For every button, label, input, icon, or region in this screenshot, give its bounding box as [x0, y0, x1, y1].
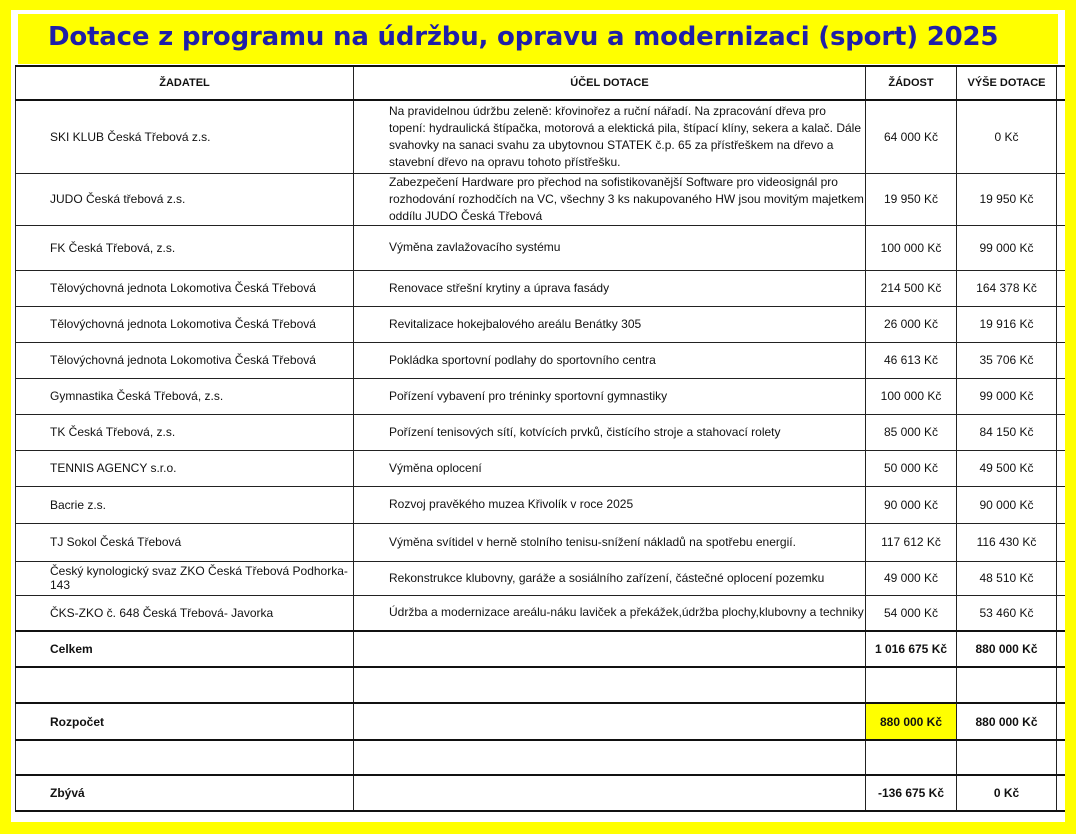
- cell-vyse: 90 000 Kč: [957, 486, 1057, 523]
- total-vyse: 880 000 Kč: [957, 631, 1057, 667]
- cell-vyse: 99 000 Kč: [957, 225, 1057, 270]
- cell-zadost: 117 612 Kč: [866, 523, 957, 561]
- cell-zadatel: TJ Sokol Česká Třebová: [16, 523, 354, 561]
- total-row: [16, 631, 1065, 667]
- edge-cell: [1057, 173, 1065, 225]
- remaining-label: Zbývá: [16, 775, 354, 811]
- cell-zadatel: Tělovýchovná jednota Lokomotiva Česká Třebová: [16, 342, 354, 378]
- edge-cell: [1057, 306, 1065, 342]
- empty-row: [16, 667, 1065, 703]
- cell-zadost: 26 000 Kč: [866, 306, 957, 342]
- table-row: [16, 595, 1065, 631]
- budget-zadost-highlighted: 880 000 Kč: [866, 703, 957, 740]
- cell-ucel: Pořízení vybavení pro tréninky sportovní gymnastiky: [354, 378, 866, 414]
- cell-zadost: 85 000 Kč: [866, 414, 957, 450]
- cell-zadost: 90 000 Kč: [866, 486, 957, 523]
- edge-cell: [1057, 270, 1065, 306]
- empty-cell: [16, 740, 354, 775]
- empty-cell: [354, 703, 866, 740]
- empty-cell: [354, 631, 866, 667]
- budget-label: Rozpočet: [16, 703, 354, 740]
- cell-zadost: 19 950 Kč: [866, 173, 957, 225]
- header-vyse: VÝŠE DOTACE: [957, 66, 1057, 100]
- empty-cell: [16, 667, 354, 703]
- cell-ucel: Renovace střešní krytiny a úprava fasády: [354, 270, 866, 306]
- edge-cell: [1057, 378, 1065, 414]
- title-banner: [18, 14, 1058, 64]
- cell-ucel: Výměna zavlažovacího systému: [354, 225, 866, 270]
- edge-cell: [1057, 66, 1065, 100]
- empty-cell: [866, 667, 957, 703]
- edge-cell: [1057, 486, 1065, 523]
- table-row: [16, 486, 1065, 523]
- table-row: [16, 306, 1065, 342]
- header-zadatel: ŽADATEL: [16, 66, 354, 100]
- empty-cell: [354, 740, 866, 775]
- table-row: [16, 414, 1065, 450]
- cell-zadatel: Gymnastika Česká Třebová, z.s.: [16, 378, 354, 414]
- cell-zadatel: Tělovýchovná jednota Lokomotiva Česká Třebová: [16, 270, 354, 306]
- cell-zadost: 100 000 Kč: [866, 225, 957, 270]
- edge-cell: [1057, 667, 1065, 703]
- cell-zadatel: SKI KLUB Česká Třebová z.s.: [16, 100, 354, 173]
- cell-vyse: 53 460 Kč: [957, 595, 1057, 631]
- cell-zadost: 100 000 Kč: [866, 378, 957, 414]
- cell-vyse: 35 706 Kč: [957, 342, 1057, 378]
- table-row: [16, 450, 1065, 486]
- edge-cell: [1057, 775, 1065, 811]
- header-ucel: ÚČEL DOTACE: [354, 66, 866, 100]
- cell-zadost: 46 613 Kč: [866, 342, 957, 378]
- edge-cell: [1057, 631, 1065, 667]
- cell-zadatel: ČKS-ZKO č. 648 Česká Třebová- Javorka: [16, 595, 354, 631]
- spreadsheet-page: [11, 10, 1065, 822]
- table-row: [16, 225, 1065, 270]
- table-row: [16, 342, 1065, 378]
- cell-zadatel: TK Česká Třebová, z.s.: [16, 414, 354, 450]
- budget-vyse: 880 000 Kč: [957, 703, 1057, 740]
- header-row: [16, 66, 1065, 100]
- cell-ucel: Výměna svítidel v herně stolního tenisu-snížení nákladů na spotřebu energií.: [354, 523, 866, 561]
- cell-ucel: Na pravidelnou údržbu zeleně: křovinořez a ruční nářadí. Na zpracování dřeva pro topení: hydraulická štípačka, motorová a elektická pila, štípací klíny, sekera a kalač. Dále svahovky na sanaci svahu za ubytovnou STATEK č.p. 65 za přístřeškem na dřevo a stavební dřevo na opravu tohoto přístřešku.: [354, 100, 866, 173]
- cell-vyse: 19 950 Kč: [957, 173, 1057, 225]
- cell-zadatel: Český kynologický svaz ZKO Česká Třebová Podhorka-143: [16, 561, 354, 595]
- edge-cell: [1057, 595, 1065, 631]
- cell-vyse: 48 510 Kč: [957, 561, 1057, 595]
- cell-vyse: 49 500 Kč: [957, 450, 1057, 486]
- cell-zadatel: TENNIS AGENCY s.r.o.: [16, 450, 354, 486]
- cell-ucel: Rekonstrukce klubovny, garáže a sosiálního zařízení, částečné oplocení pozemku: [354, 561, 866, 595]
- edge-cell: [1057, 450, 1065, 486]
- edge-cell: [1057, 703, 1065, 740]
- cell-zadost: 54 000 Kč: [866, 595, 957, 631]
- empty-cell: [957, 667, 1057, 703]
- budget-row: [16, 703, 1065, 740]
- remaining-row: [16, 775, 1065, 811]
- cell-zadost: 49 000 Kč: [866, 561, 957, 595]
- table-row: [16, 270, 1065, 306]
- empty-cell: [866, 740, 957, 775]
- cell-vyse: 116 430 Kč: [957, 523, 1057, 561]
- cell-zadost: 64 000 Kč: [866, 100, 957, 173]
- edge-cell: [1057, 414, 1065, 450]
- cell-zadatel: FK Česká Třebová, z.s.: [16, 225, 354, 270]
- edge-cell: [1057, 523, 1065, 561]
- edge-cell: [1057, 342, 1065, 378]
- empty-row: [16, 740, 1065, 775]
- cell-vyse: 164 378 Kč: [957, 270, 1057, 306]
- cell-vyse: 19 916 Kč: [957, 306, 1057, 342]
- cell-zadost: 214 500 Kč: [866, 270, 957, 306]
- edge-cell: [1057, 225, 1065, 270]
- cell-zadost: 50 000 Kč: [866, 450, 957, 486]
- cell-zadatel: Tělovýchovná jednota Lokomotiva Česká Třebová: [16, 306, 354, 342]
- empty-cell: [354, 775, 866, 811]
- cell-ucel: Pokládka sportovní podlahy do sportovního centra: [354, 342, 866, 378]
- cell-ucel: Výměna oplocení: [354, 450, 866, 486]
- cell-ucel: Zabezpečení Hardware pro přechod na sofistikovanější Software pro videosignál pro rozhodování rozhodčích na VC, všechny 3 ks nakupovaného HW jsou movitým majetkem oddílu JUDO Česká Třebová: [354, 173, 866, 225]
- remaining-zadost: -136 675 Kč: [866, 775, 957, 811]
- table-row: [16, 100, 1065, 173]
- subsidy-table: [15, 65, 1065, 812]
- cell-vyse: 0 Kč: [957, 100, 1057, 173]
- page-title: Dotace z programu na údržbu, opravu a modernizaci (sport) 2025: [48, 22, 999, 52]
- remaining-vyse: 0 Kč: [957, 775, 1057, 811]
- total-label: Celkem: [16, 631, 354, 667]
- edge-cell: [1057, 740, 1065, 775]
- empty-cell: [354, 667, 866, 703]
- cell-ucel: Revitalizace hokejbalového areálu Benátky 305: [354, 306, 866, 342]
- empty-cell: [957, 740, 1057, 775]
- cell-zadatel: JUDO Česká třebová z.s.: [16, 173, 354, 225]
- cell-ucel: Pořízení tenisových sítí, kotvících prvků, čistícího stroje a stahovací rolety: [354, 414, 866, 450]
- edge-cell: [1057, 561, 1065, 595]
- cell-zadatel: Bacrie z.s.: [16, 486, 354, 523]
- cell-ucel: Rozvoj pravěkého muzea Křivolík v roce 2025: [354, 486, 866, 523]
- header-zadost: ŽÁDOST: [866, 66, 957, 100]
- table-row: [16, 173, 1065, 225]
- table-row: [16, 378, 1065, 414]
- edge-cell: [1057, 100, 1065, 173]
- table-row: [16, 561, 1065, 595]
- cell-ucel: Údržba a modernizace areálu-náku laviček a překážek,údržba plochy,klubovny a techniky: [354, 595, 866, 631]
- total-zadost: 1 016 675 Kč: [866, 631, 957, 667]
- table-row: [16, 523, 1065, 561]
- cell-vyse: 84 150 Kč: [957, 414, 1057, 450]
- cell-vyse: 99 000 Kč: [957, 378, 1057, 414]
